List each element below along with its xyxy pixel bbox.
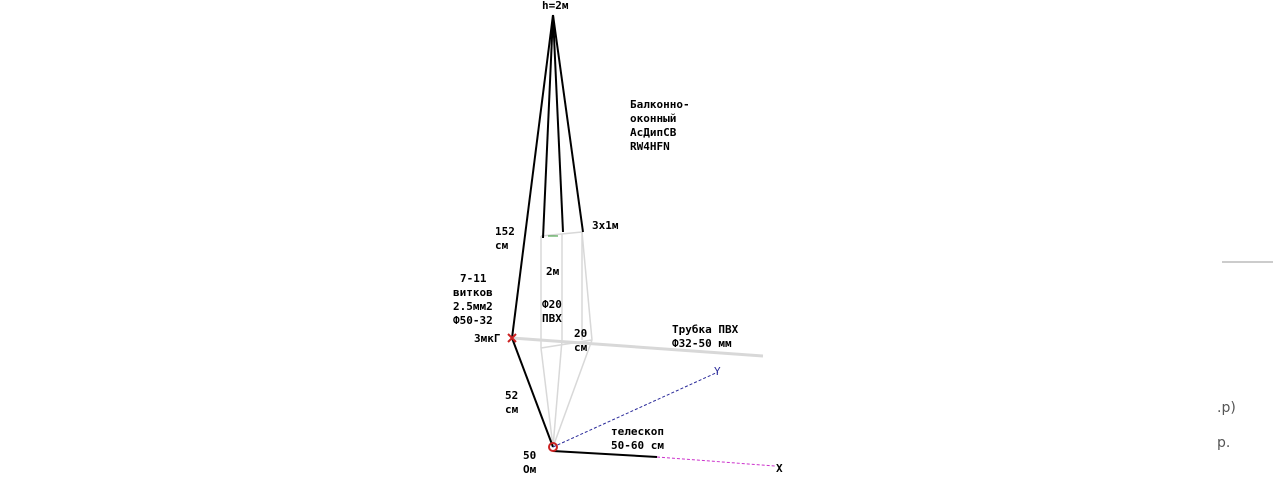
wire-main	[512, 15, 553, 338]
turns-label	[453, 272, 493, 327]
svg-text:Ф32-50 мм: Ф32-50 мм	[672, 337, 732, 350]
svg-text:Ф20: Ф20	[542, 298, 562, 311]
svg-text:см: см	[574, 341, 588, 354]
svg-text:50: 50	[523, 449, 537, 462]
title-line-4: RW4HFN	[630, 140, 670, 153]
inductance-label: 3мкГ	[474, 332, 501, 345]
svg-text:50-60 см: 50-60 см	[611, 439, 664, 452]
x-axis-label: X	[776, 462, 783, 475]
svg-text:Ом: Ом	[523, 463, 537, 476]
svg-text:Трубка ПВХ: Трубка ПВХ	[672, 323, 739, 336]
svg-text:2.5мм2: 2.5мм2	[453, 300, 493, 313]
height-label: h=2м	[542, 0, 569, 12]
y-axis-label: Y	[714, 365, 721, 378]
svg-text:7-11: 7-11	[460, 272, 487, 285]
svg-text:витков: витков	[453, 286, 493, 299]
bottom-length-label	[505, 389, 519, 416]
title-line-2: оконный	[630, 112, 677, 125]
spread-label	[574, 327, 588, 354]
svg-text:ПВХ: ПВХ	[542, 312, 562, 325]
title-line-3: АсДипСВ	[630, 126, 677, 139]
telescope-label	[611, 425, 664, 452]
pvc-rod-label	[542, 298, 562, 325]
wire-length-label	[495, 225, 515, 252]
svg-text:Ф50-32: Ф50-32	[453, 314, 493, 327]
impedance-label	[523, 449, 537, 476]
mast-length-label: 2м	[546, 265, 560, 278]
svg-text:см: см	[505, 403, 519, 416]
radiators-label: 3x1м	[592, 219, 619, 232]
edge-fragment-2: p.	[1217, 435, 1231, 451]
x-axis-extension	[657, 457, 775, 466]
svg-text:телескоп: телескоп	[611, 425, 664, 438]
svg-text:см: см	[495, 239, 509, 252]
svg-text:52: 52	[505, 389, 519, 402]
svg-text:152: 152	[495, 225, 515, 238]
antenna-wires	[512, 15, 657, 457]
pvc-tube-label	[672, 323, 739, 350]
title-line-1: Балконно-	[630, 98, 690, 111]
title-block	[630, 98, 690, 153]
edge-fragment-1: .p)	[1217, 400, 1236, 416]
svg-text:20: 20	[574, 327, 588, 340]
